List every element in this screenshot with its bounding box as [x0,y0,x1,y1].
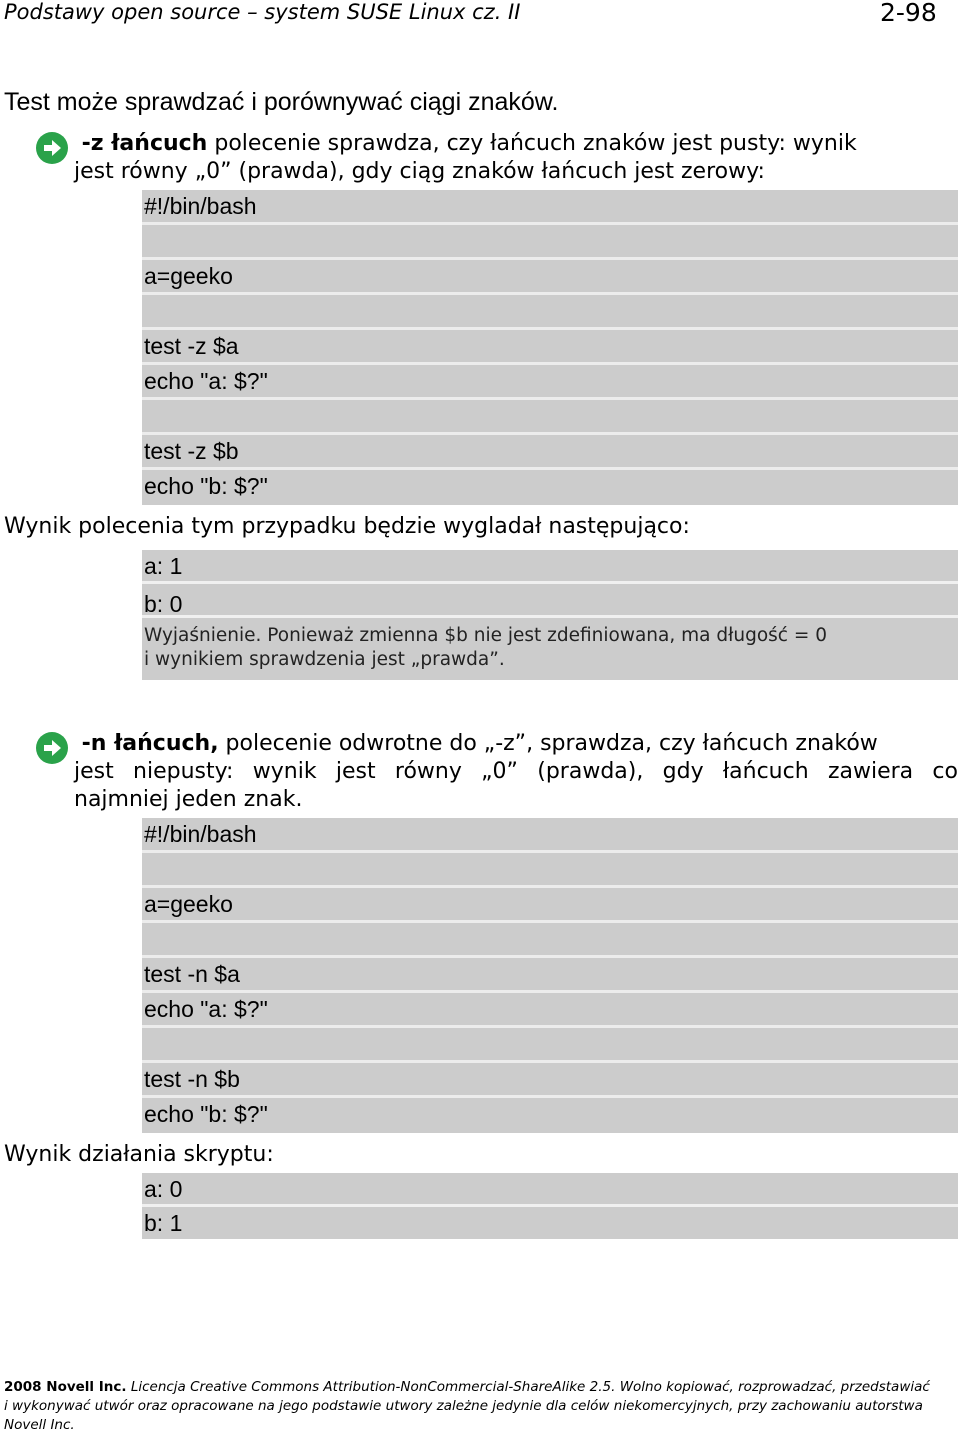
output-block-z [142,550,958,680]
code-line [142,853,958,888]
code-line: #!/bin/bash [142,190,958,225]
code-line: test -z $b [142,435,958,470]
code-line: test -n $a [142,958,958,993]
page-header-title: Podstawy open source – system SUSE Linux cz. II [4,0,521,24]
output-line: a: 1 [142,550,958,584]
output-line: b: 1 [142,1207,958,1239]
code-line [142,400,958,435]
intro-text: Test może sprawdzać i porównywać ciągi znaków. [4,88,559,116]
code-line: a=geeko [142,888,958,923]
footer-copyright: 2008 Novell Inc. [4,1379,127,1395]
code-block-z [142,190,958,505]
item2-keyword-n: -n łańcuch, [81,731,219,756]
code-line: test -z $a [142,330,958,365]
arrow-right-circle-icon [36,732,68,764]
code-block-n [142,818,958,1133]
code-line: #!/bin/bash [142,818,958,853]
code-line: a=geeko [142,260,958,295]
output-block-n [142,1173,958,1239]
page-number: 2-98 [880,0,937,27]
result-label-z: Wynik polecenia tym przypadku będzie wygladał następująco: [4,514,690,539]
page-footer: 2008 Novell Inc. Licencja Creative Commons Attribution-NonCommercial-ShareAlike 2.5. Wolno kopiować, rozprowadzać, przedstawiać i wykonywać utwór oraz opracowane na jego podstawie utwory zależne jedynie dla celów niekomercyjnych, przy zachowaniu autorstwa Novell Inc. [4,1379,930,1433]
item1-description: -z łańcuch polecenie sprawdza, czy łańcuch znaków jest pusty: wynik jest równy „0” (prawda), gdy ciąg znaków łańcuch jest zerowy: [74,131,857,184]
output-line: a: 0 [142,1173,958,1207]
code-line: echo "b: $?" [142,470,958,505]
output-line: b: 0 [142,584,958,618]
code-line: echo "b: $?" [142,1098,958,1133]
code-line [142,923,958,958]
item1-keyword-z: -z łańcuch [81,131,208,156]
code-line [142,295,958,330]
code-line: test -n $b [142,1063,958,1098]
code-line [142,1028,958,1063]
item2-description: -n łańcuch, polecenie odwrotne do „-z”, sprawdza, czy łańcuch znaków jest niepusty: wynik jest równy „0” (prawda), gdy łańcuch zawiera co najmniej jeden znak. [74,731,958,812]
result-label-n: Wynik działania skryptu: [4,1142,274,1167]
code-line [142,225,958,260]
explanation-note: Wyjaśnienie. Ponieważ zmienna $b nie jest zdefiniowana, ma długość = 0 i wynikiem sprawdzenia jest „prawda”. [142,618,958,680]
code-line: echo "a: $?" [142,365,958,400]
arrow-right-circle-icon [36,132,68,164]
code-line: echo "a: $?" [142,993,958,1028]
